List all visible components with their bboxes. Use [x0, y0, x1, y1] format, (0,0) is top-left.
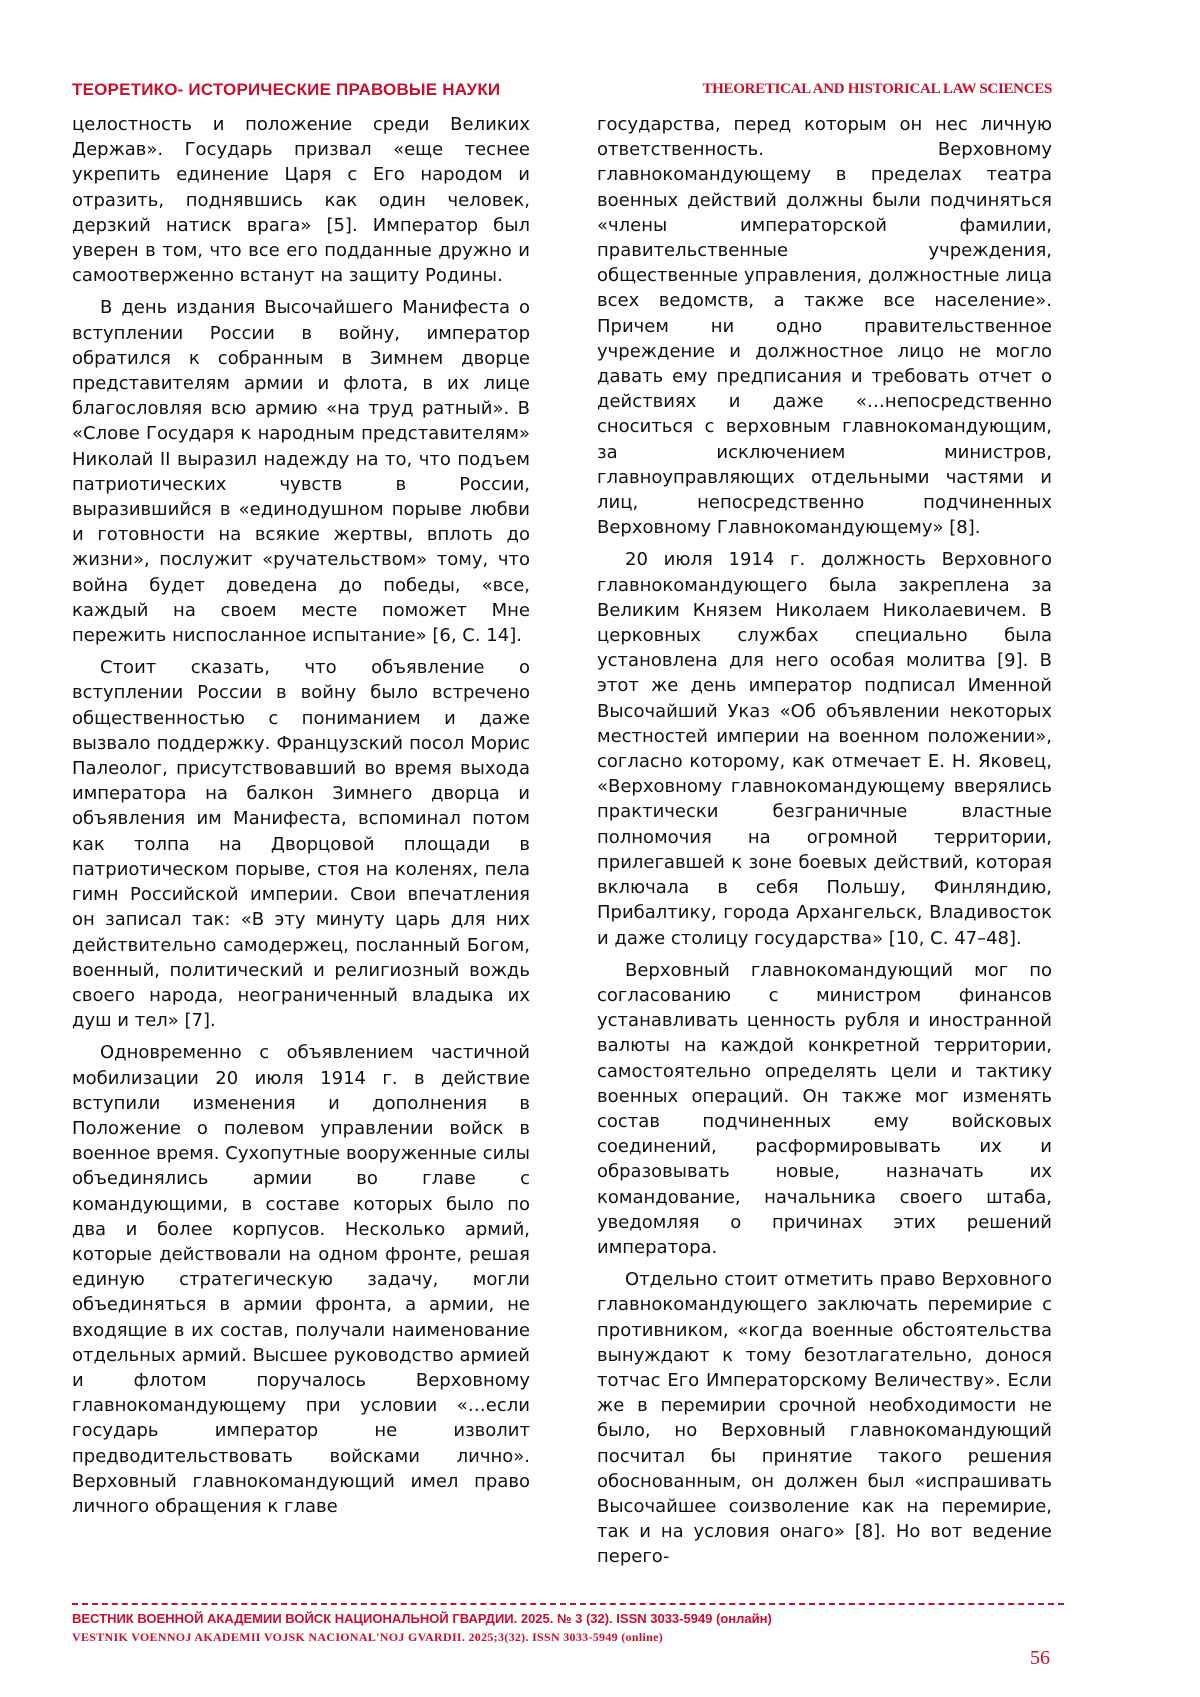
footer-journal-ru: ВЕСТНИК ВОЕННОЙ АКАДЕМИИ ВОЙСК НАЦИОНАЛЬНОЙ ГВАРДИИ. 2025. № 3 (32). ISSN 3033-5949 (онлайн) [72, 1611, 772, 1626]
page-number: 56 [1030, 1647, 1050, 1669]
footer-divider [72, 1603, 1064, 1605]
paragraph: В день издания Высочайшего Манифеста о вступлении России в войну, император обратился к собранным в Зимнем дворце представителям армии и флота, в их лице благословляя всю армию «на труд ратный». В «Слове Государя к народным представителям» Николай II выразил надежду на то, что подъем патриотических чувств в России, выразившийся в «единодушном порыве любви и готовности на всякие жертвы, вплоть до жизни», послужит «ручательством» тому, что война будет доведена до победы, «все, каждый на своем месте поможет Мне пережить ниспосланное испытание» [6, С. 14]. [72, 297, 530, 647]
footer-journal-en: VESTNIK VOENNOJ AKADEMII VOJSK NACIONAL'NOJ GVARDII. 2025;3(32). ISSN 3033-5949 (online) [72, 1630, 663, 1644]
paragraph: Одновременно с объявлением частичной мобилизации 20 июля 1914 г. в действие вступили изменения и дополнения в Положение о полевом управлении войск в военное время. Сухопутные вооруженные силы объединялись армии во главе с командующими, в составе которых было по два и более корпусов. Несколько армий, которые действовали на одном фронте, решая единую стратегическую задачу, могли объединяться в армии фронта, а армии, не входящие в их состав, получали наименование отдельных армий. Высшее руководство армией и флотом поручалось Верховному главнокомандующему при условии «…если государь император не изволит предводительствовать войсками лично». Верховный главнокомандующий имел право личного обращения к главе [72, 1042, 530, 1517]
paragraph: Отдельно стоит отметить право Верховного главнокомандующего заключать перемирие с противником, «когда военные обстоятельства вынуждают к тому безотлагательно, донося тотчас Его Императорскому Величеству». Если же в перемирии срочной необходимости не было, но Верховный главнокомандующий посчитал бы принятие такого решения обоснованным, он должен был «испрашивать Высочайшее соизволение как на перемирие, так и на условия онаго» [8]. Но вот ведение перего- [597, 1269, 1052, 1568]
right-column [597, 112, 1052, 1636]
header-section-title-en: THEORETICAL AND HISTORICAL LAW SCIENCES [702, 81, 1052, 97]
paragraph: Стоит сказать, что объявление о вступлении России в войну было встречено общественностью с пониманием и даже вызвало поддержку. Французский посол Морис Палеолог, присутствовавший во время выхода императора на балкон Зимнего дворца и объявления им Манифеста, вспоминал потом как толпа на Дворцовой площади в патриотическом порыве, стоя на коленях, пела гимн Российской империи. Свои впечатления он записал так: «В эту минуту царь для них действительно самодержец, посланный Богом, военный, политический и религиозный вождь своего народа, неограниченный владыка их душ и тел» [7]. [72, 657, 530, 1032]
running-header [72, 80, 1052, 104]
paragraph: целостность и положение среди Великих Держав». Государь призвал «еще теснее укрепить единение Царя с Его народом и отразить, поднявшись как один человек, дерзкий натиск врага» [5]. Император был уверен в том, что все его подданные дружно и самоотверженно встанут на защиту Родины. [72, 114, 530, 287]
paragraph: государства, перед которым он нес личную ответственность. Верховному главнокомандующему в пределах театра военных действий должны были подчиняться «члены императорской фамилии, правительственные учреждения, общественные управления, должностные лица всех ведомств, а также все население». Причем ни одно правительственное учреждение и должностное лицо не могло давать ему предписания и требовать отчет о действиях и даже «…непосредственно сноситься с верховным главнокомандующим, за исключением министров, главноуправляющих отдельными частями и лиц, непосредственно подчиненных Верховному Главнокомандующему» [8]. [597, 114, 1052, 539]
paragraph: 20 июля 1914 г. должность Верховного главнокомандующего была закреплена за Великим Князем Николаем Николаевичем. В церковных службах специально была установлена для него особая молитва [9]. В этот же день император подписал Именной Высочайший Указ «Об объявлении некоторых местностей империи на военном положении», согласно которому, как отмечает Е. Н. Яковец, «Верховному главнокомандующему вверялись практически безграничные властные полномочия на огромной территории, прилегавшей к зоне боевых действий, которая включала в себя Польшу, Финляндию, Прибалтику, города Архангельск, Владивосток и даже столицу государства» [10, С. 47–48]. [597, 549, 1052, 949]
left-column [72, 112, 530, 1636]
header-section-title-ru: ТЕОРЕТИКО- ИСТОРИЧЕСКИЕ ПРАВОВЫЕ НАУКИ [72, 80, 501, 99]
paragraph: Верховный главнокомандующий мог по согласованию с министром финансов устанавливать ценность рубля и иностранной валюты на каждой конкретной территории, самостоятельно определять цели и тактику военных операций. Он также мог изменять состав подчиненных ему войсковых соединений, расформировывать их и образовывать новые, назначать их командование, начальника своего штаба, уведомляя о причинах этих решений императора. [597, 959, 1052, 1258]
